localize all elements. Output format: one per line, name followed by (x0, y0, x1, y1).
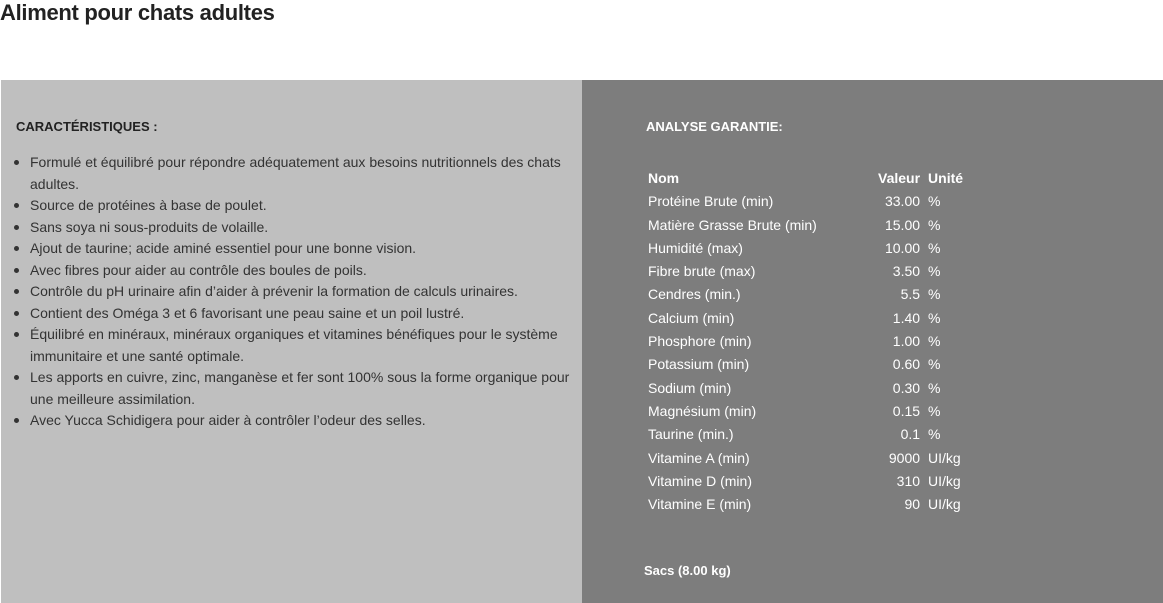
nutrient-name: Matière Grasse Brute (min) (648, 216, 817, 233)
analysis-heading: ANALYSE GARANTIE: (646, 119, 783, 134)
table-row (644, 307, 992, 330)
nutrient-name: Protéine Brute (min) (648, 193, 774, 210)
table-row (644, 353, 992, 376)
nutrient-name: Phosphore (min) (648, 333, 752, 350)
table-row (644, 283, 992, 306)
nutrient-unit: % (928, 333, 941, 350)
list-item: Contient des Oméga 3 et 6 favorisant une peau saine et un poil lustré. (30, 303, 570, 325)
nutrient-value: 1.40 (892, 309, 921, 326)
column-header-name: Nom (648, 170, 680, 186)
list-item: Avec Yucca Schidigera pour aider à contrôler l’odeur des selles. (30, 410, 570, 432)
table-row (644, 400, 992, 423)
nutrient-name: Vitamine A (min) (648, 449, 750, 466)
nutrient-value: 0.15 (892, 402, 921, 419)
list-item: Formulé et équilibré pour répondre adéquatement aux besoins nutritionnels des chats adultes. (30, 152, 570, 195)
nutrient-unit: % (928, 193, 941, 210)
nutrient-name: Cendres (min.) (648, 286, 741, 303)
nutrient-value: 9000 (888, 449, 921, 466)
nutrient-value: 10.00 (884, 239, 921, 256)
nutrient-unit: UI/kg (928, 449, 961, 466)
page-title: Aliment pour chats adultes (0, 0, 275, 25)
analysis-table (644, 167, 992, 516)
nutrient-value: 5.5 (900, 286, 921, 303)
nutrient-value: 0.30 (892, 379, 921, 396)
nutrient-name: Sodium (min) (648, 379, 732, 396)
nutrient-name: Magnésium (min) (648, 402, 757, 419)
nutrient-value: 1.00 (892, 333, 921, 350)
table-row (644, 423, 992, 446)
list-item: Source de protéines à base de poulet. (30, 195, 570, 217)
characteristics-panel (1, 80, 582, 603)
table-row (644, 330, 992, 353)
table-row (644, 493, 992, 516)
table-row (644, 470, 992, 493)
nutrient-unit: UI/kg (928, 472, 961, 489)
characteristics-list (30, 152, 570, 432)
table-row (644, 447, 992, 470)
list-item: Équilibré en minéraux, minéraux organiques et vitamines bénéfiques pour le système immunitaire et une santé optimale. (30, 324, 570, 367)
analysis-table-body (644, 190, 992, 516)
list-item: Sans soya ni sous-produits de volaille. (30, 217, 570, 239)
nutrient-unit: % (928, 426, 941, 443)
table-row (644, 237, 992, 260)
package-size: Sacs (8.00 kg) (644, 563, 731, 578)
nutrient-name: Fibre brute (max) (648, 263, 756, 280)
nutrient-unit: % (928, 402, 941, 419)
table-row (644, 260, 992, 283)
table-row (644, 377, 992, 400)
nutrient-value: 90 (904, 496, 921, 513)
column-header-value: Valeur (878, 170, 921, 186)
nutrient-unit: % (928, 309, 941, 326)
nutrient-name: Potassium (min) (648, 356, 750, 373)
table-row (644, 214, 992, 237)
nutrient-name: Vitamine E (min) (648, 496, 752, 513)
nutrient-unit: % (928, 379, 941, 396)
nutrient-unit: % (928, 263, 941, 280)
nutrient-unit: % (928, 356, 941, 373)
nutrient-value: 310 (896, 472, 921, 489)
nutrient-value: 3.50 (892, 263, 921, 280)
nutrient-value: 15.00 (884, 216, 921, 233)
nutrient-value: 0.60 (892, 356, 921, 373)
nutrient-name: Humidité (max) (648, 239, 743, 256)
list-item: Contrôle du pH urinaire afin d’aider à prévenir la formation de calculs urinaires. (30, 281, 570, 303)
analysis-panel (582, 80, 1163, 603)
nutrient-unit: % (928, 216, 941, 233)
nutrient-name: Calcium (min) (648, 309, 735, 326)
nutrient-unit: % (928, 239, 941, 256)
table-header-row (644, 167, 992, 190)
nutrient-name: Taurine (min.) (648, 426, 734, 443)
nutrient-value: 33.00 (884, 193, 921, 210)
nutrient-value: 0.1 (900, 426, 921, 443)
nutrient-name: Vitamine D (min) (648, 472, 752, 489)
list-item: Les apports en cuivre, zinc, manganèse et fer sont 100% sous la forme organique pour une meilleure assimilation. (30, 367, 570, 410)
nutrient-unit: % (928, 286, 941, 303)
list-item: Ajout de taurine; acide aminé essentiel pour une bonne vision. (30, 238, 570, 260)
nutrient-unit: UI/kg (928, 496, 961, 513)
list-item: Avec fibres pour aider au contrôle des boules de poils. (30, 260, 570, 282)
table-row (644, 190, 992, 213)
column-header-unit: Unité (928, 170, 964, 186)
characteristics-heading: CARACTÉRISTIQUES : (16, 119, 158, 134)
